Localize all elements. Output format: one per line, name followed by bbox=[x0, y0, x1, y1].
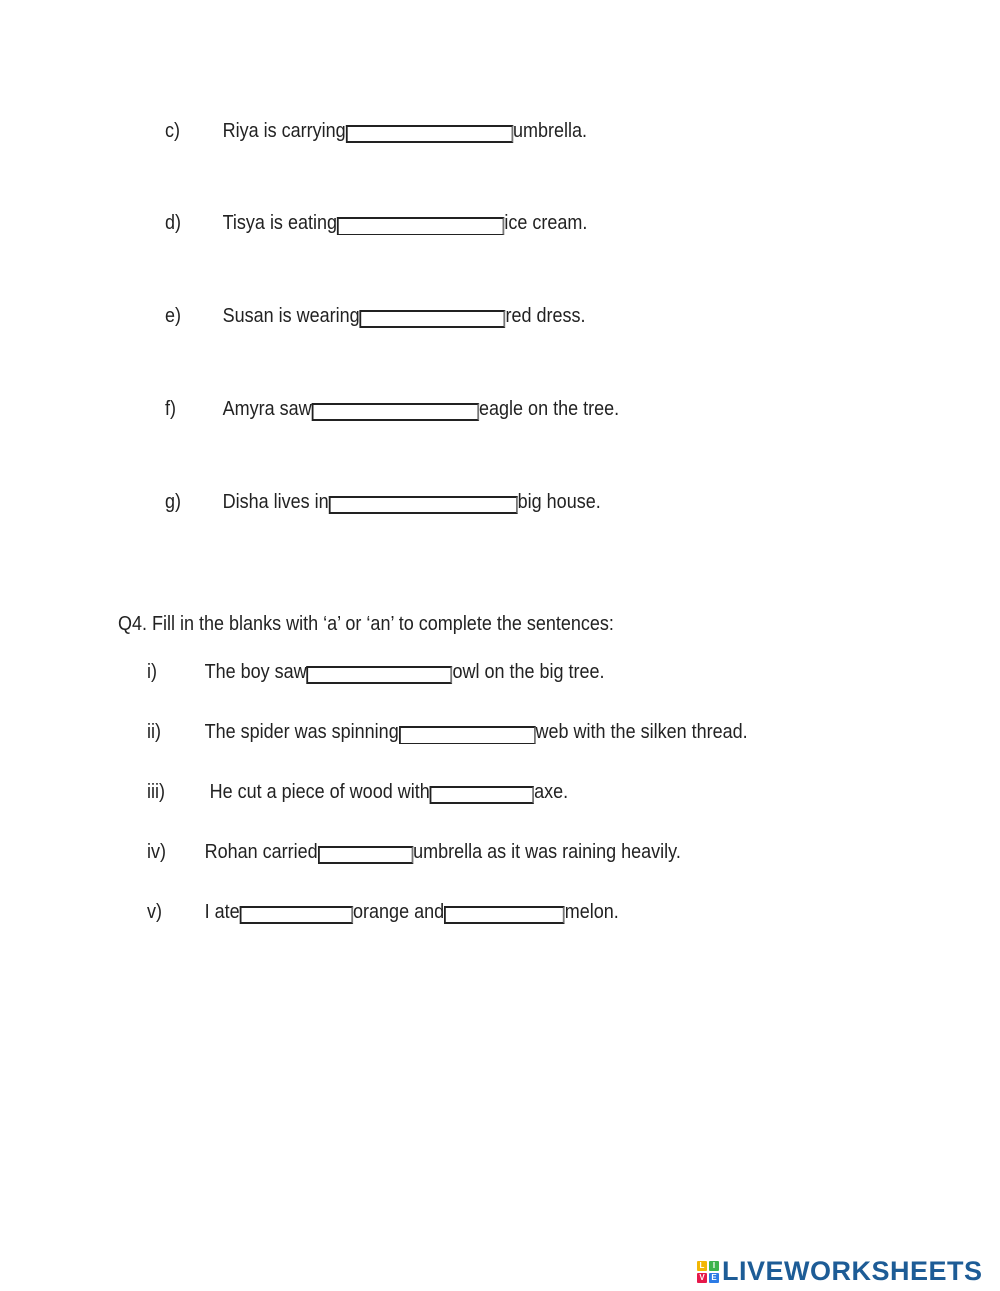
sentence-start: He cut a piece of wood with bbox=[204, 781, 430, 803]
sentence-end: melon. bbox=[564, 901, 619, 923]
sentence-end: ice cream. bbox=[504, 212, 588, 234]
answer-blank[interactable] bbox=[318, 846, 413, 864]
logo-tile: E bbox=[709, 1273, 719, 1283]
item-label: g) bbox=[165, 491, 182, 513]
sentence-start: Disha lives in bbox=[222, 491, 329, 513]
sentence-end: umbrella. bbox=[513, 120, 588, 142]
logo-tile: V bbox=[697, 1273, 707, 1283]
logo-text: LIVEWORKSHEETS bbox=[722, 1256, 983, 1286]
sentence-end: red dress. bbox=[505, 305, 586, 327]
sentence-start: The boy saw bbox=[204, 661, 307, 683]
logo-tiles-icon bbox=[697, 1261, 719, 1283]
answer-blank[interactable] bbox=[312, 403, 479, 421]
answer-blank[interactable] bbox=[430, 786, 534, 804]
sentence-end: owl on the big tree. bbox=[452, 661, 605, 683]
sentence-start: Susan is wearing bbox=[222, 305, 360, 327]
answer-blank[interactable] bbox=[346, 125, 513, 143]
item-label: c) bbox=[165, 120, 181, 142]
item-label: iv) bbox=[147, 841, 166, 863]
sentence-end: umbrella as it was raining heavily. bbox=[413, 841, 681, 863]
sentence-start: The spider was spinning bbox=[204, 721, 399, 743]
item-label: d) bbox=[165, 212, 182, 234]
answer-blank[interactable] bbox=[329, 496, 518, 514]
sentence-start: Riya is carrying bbox=[222, 120, 346, 142]
item-label: f) bbox=[165, 398, 176, 420]
answer-blank[interactable] bbox=[307, 666, 453, 684]
item-label: v) bbox=[147, 901, 163, 923]
sentence-start: I ate bbox=[204, 901, 240, 923]
item-label: i) bbox=[147, 661, 157, 683]
sentence-start: Amyra saw bbox=[222, 398, 312, 420]
sentence-start: Tisya is eating bbox=[222, 212, 337, 234]
sentence-end: web with the silken thread. bbox=[535, 721, 748, 743]
logo-tile: L bbox=[697, 1261, 707, 1271]
item-label: ii) bbox=[147, 721, 161, 743]
sentence-start: Rohan carried bbox=[204, 841, 318, 863]
sentence-end: axe. bbox=[534, 781, 569, 803]
sentence-middle: orange and bbox=[353, 901, 445, 923]
sentence-end: eagle on the tree. bbox=[479, 398, 620, 420]
logo-tile: I bbox=[709, 1261, 719, 1271]
item-label: iii) bbox=[147, 781, 165, 803]
answer-blank[interactable] bbox=[399, 726, 536, 744]
answer-blank[interactable] bbox=[360, 310, 506, 328]
item-label: e) bbox=[165, 305, 182, 327]
q4-heading: Q4. Fill in the blanks with ‘a’ or ‘an’ to complete the sentences: bbox=[118, 613, 614, 635]
sentence-end: big house. bbox=[517, 491, 601, 513]
answer-blank[interactable] bbox=[337, 217, 504, 235]
answer-blank-2[interactable] bbox=[444, 906, 565, 924]
liveworksheets-logo bbox=[697, 1256, 983, 1287]
answer-blank[interactable] bbox=[240, 906, 353, 924]
